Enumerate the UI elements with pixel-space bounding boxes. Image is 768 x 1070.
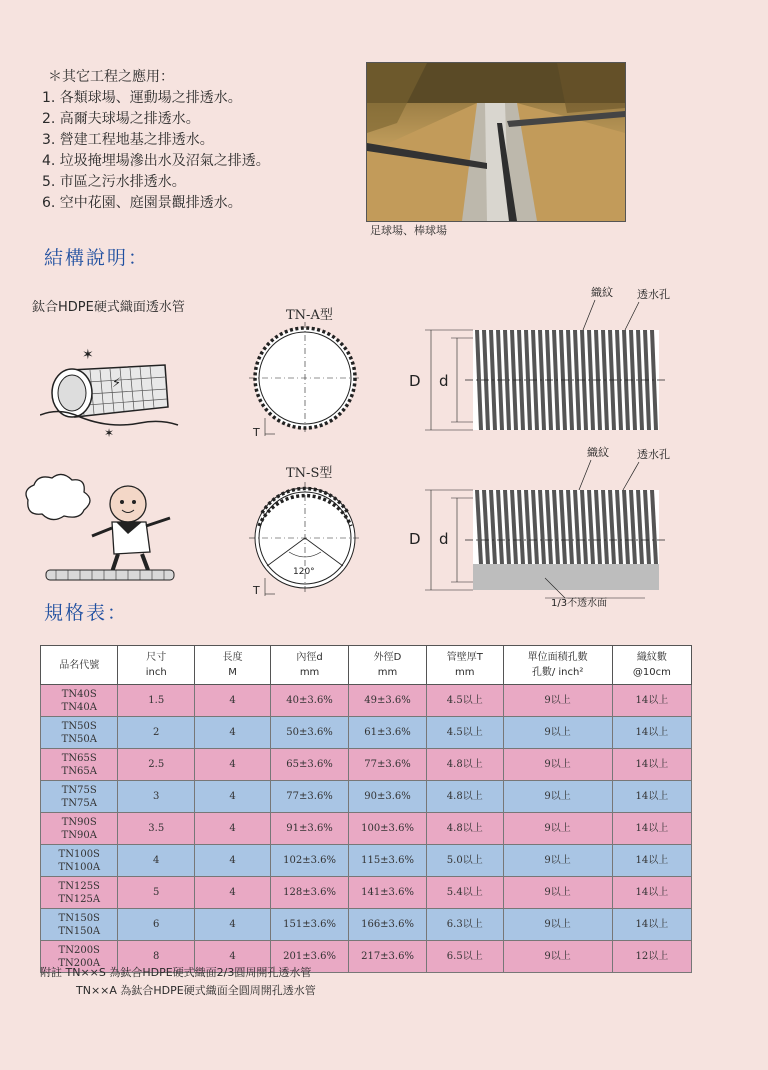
cell-size: 2 [118, 717, 195, 749]
cell-length: 4 [195, 781, 271, 813]
header-size: 尺寸 inch [118, 646, 195, 685]
cell-length: 4 [195, 941, 271, 973]
label-d-outer: D [409, 372, 421, 390]
cell-outer-diameter: 49±3.6% [349, 685, 427, 717]
photo-illustration [367, 63, 625, 221]
table-row [41, 717, 692, 749]
cell-wall-thickness: 5.0以上 [427, 845, 503, 877]
spec-title: 規格表： [44, 602, 129, 624]
tn-a-cross-section [245, 322, 365, 442]
note-line-2: TN××A 為鈦合HDPE硬式織面全圓周開孔透水管 [76, 984, 316, 997]
label-hole: 透水孔 [637, 288, 670, 301]
svg-text:✶: ✶ [104, 426, 115, 440]
cell-length: 4 [195, 877, 271, 909]
cell-holes: 9以上 [503, 909, 612, 941]
tn-s-label: TN-S型 [286, 466, 333, 481]
header-holes: 單位面積孔數 孔數/ inch² [503, 646, 612, 685]
svg-text:⚡: ⚡ [112, 376, 122, 391]
field-drainage-photo [366, 62, 626, 222]
application-item: 3. 營建工程地基之排透水。 [42, 132, 214, 148]
cell-wall-thickness: 6.3以上 [427, 909, 503, 941]
cell-inner-diameter: 50±3.6% [271, 717, 349, 749]
cell-model: TN65S TN65A [41, 749, 118, 781]
tn-a-side-view [395, 282, 675, 437]
cell-size: 4 [118, 845, 195, 877]
applications-title: ＊其它工程之應用： [48, 69, 174, 85]
pipe-cartoon [40, 345, 180, 440]
cell-length: 4 [195, 749, 271, 781]
header-length: 長度 M [195, 646, 271, 685]
header-inner-diameter: 內徑d mm [271, 646, 349, 685]
cell-weave: 14以上 [612, 845, 691, 877]
cell-size: 8 [118, 941, 195, 973]
cell-outer-diameter: 61±3.6% [349, 717, 427, 749]
spec-header-row [41, 646, 692, 685]
cell-inner-diameter: 65±3.6% [271, 749, 349, 781]
label-d-inner: d [439, 372, 449, 390]
cell-outer-diameter: 77±3.6% [349, 749, 427, 781]
header-weave: 織紋數 @10cm [612, 646, 691, 685]
mascot-cartoon [20, 470, 180, 585]
angle-label: 120° [293, 567, 315, 577]
table-row [41, 813, 692, 845]
table-row [41, 781, 692, 813]
label-t: T [253, 426, 260, 439]
cell-weave: 14以上 [612, 909, 691, 941]
cell-wall-thickness: 4.5以上 [427, 717, 503, 749]
label-weave: 織紋 [591, 286, 613, 299]
label-d-outer: D [409, 530, 421, 548]
table-row [41, 685, 692, 717]
cell-inner-diameter: 77±3.6% [271, 781, 349, 813]
cell-model: TN100S TN100A [41, 845, 118, 877]
application-item: 6. 空中花園、庭園景觀排透水。 [42, 195, 242, 211]
cell-weave: 14以上 [612, 877, 691, 909]
cell-wall-thickness: 4.8以上 [427, 813, 503, 845]
cell-size: 2.5 [118, 749, 195, 781]
cell-size: 1.5 [118, 685, 195, 717]
label-impermeable: 1/3不透水面 [551, 598, 608, 609]
cell-outer-diameter: 90±3.6% [349, 781, 427, 813]
structure-title: 結構說明： [44, 247, 150, 269]
application-item: 5. 市區之污水排透水。 [42, 174, 186, 190]
cell-model: TN50S TN50A [41, 717, 118, 749]
cell-size: 6 [118, 909, 195, 941]
header-model: 品名代號 [41, 646, 118, 685]
cell-holes: 9以上 [503, 845, 612, 877]
cell-wall-thickness: 4.8以上 [427, 749, 503, 781]
spec-table [40, 645, 692, 973]
cell-holes: 9以上 [503, 781, 612, 813]
cell-wall-thickness: 5.4以上 [427, 877, 503, 909]
pipe-name: 鈦合HDPE硬式織面透水管 [32, 300, 185, 315]
photo-caption: 足球場、棒球場 [370, 224, 447, 237]
cell-size: 3 [118, 781, 195, 813]
application-item: 2. 高爾夫球場之排透水。 [42, 111, 200, 127]
cell-length: 4 [195, 685, 271, 717]
cell-size: 5 [118, 877, 195, 909]
cell-weave: 12以上 [612, 941, 691, 973]
cell-holes: 9以上 [503, 717, 612, 749]
tn-s-cross-section [245, 482, 365, 602]
tn-s-side-view [395, 440, 675, 610]
table-row [41, 749, 692, 781]
label-weave: 織紋 [587, 446, 609, 459]
cell-weave: 14以上 [612, 749, 691, 781]
application-item: 4. 垃圾掩埋場滲出水及沼氣之排透。 [42, 153, 270, 169]
cell-wall-thickness: 4.8以上 [427, 781, 503, 813]
cell-size: 3.5 [118, 813, 195, 845]
cell-wall-thickness: 6.5以上 [427, 941, 503, 973]
table-row [41, 877, 692, 909]
header-outer-diameter: 外徑D mm [349, 646, 427, 685]
header-wall-thickness: 管壁厚T mm [427, 646, 503, 685]
cell-wall-thickness: 4.5以上 [427, 685, 503, 717]
cell-holes: 9以上 [503, 749, 612, 781]
table-row [41, 845, 692, 877]
cell-weave: 14以上 [612, 717, 691, 749]
application-item: 1. 各類球場、運動場之排透水。 [42, 90, 242, 106]
cell-holes: 9以上 [503, 685, 612, 717]
cell-weave: 14以上 [612, 685, 691, 717]
svg-text:✶: ✶ [82, 347, 94, 363]
note-line-1: 附註 TN××S 為鈦合HDPE硬式織面2/3圓周開孔透水管 [40, 966, 312, 979]
cell-inner-diameter: 102±3.6% [271, 845, 349, 877]
cell-inner-diameter: 128±3.6% [271, 877, 349, 909]
cell-inner-diameter: 201±3.6% [271, 941, 349, 973]
cell-length: 4 [195, 813, 271, 845]
cell-length: 4 [195, 845, 271, 877]
cell-outer-diameter: 166±3.6% [349, 909, 427, 941]
cell-holes: 9以上 [503, 877, 612, 909]
table-row [41, 909, 692, 941]
cell-model: TN40S TN40A [41, 685, 118, 717]
cell-model: TN75S TN75A [41, 781, 118, 813]
cell-holes: 9以上 [503, 941, 612, 973]
tn-a-label: TN-A型 [286, 308, 333, 323]
label-t: T [253, 584, 260, 597]
cell-inner-diameter: 151±3.6% [271, 909, 349, 941]
cell-outer-diameter: 141±3.6% [349, 877, 427, 909]
cell-model: TN200S TN200A [41, 941, 118, 973]
cell-outer-diameter: 217±3.6% [349, 941, 427, 973]
applications-list [42, 88, 270, 214]
cell-length: 4 [195, 909, 271, 941]
cell-model: TN150S TN150A [41, 909, 118, 941]
cell-weave: 14以上 [612, 813, 691, 845]
cell-outer-diameter: 115±3.6% [349, 845, 427, 877]
cell-outer-diameter: 100±3.6% [349, 813, 427, 845]
cell-model: TN125S TN125A [41, 877, 118, 909]
cell-holes: 9以上 [503, 813, 612, 845]
cell-inner-diameter: 91±3.6% [271, 813, 349, 845]
cell-length: 4 [195, 717, 271, 749]
cell-weave: 14以上 [612, 781, 691, 813]
label-hole: 透水孔 [637, 448, 670, 461]
cell-model: TN90S TN90A [41, 813, 118, 845]
cell-inner-diameter: 40±3.6% [271, 685, 349, 717]
label-d-inner: d [439, 530, 449, 548]
